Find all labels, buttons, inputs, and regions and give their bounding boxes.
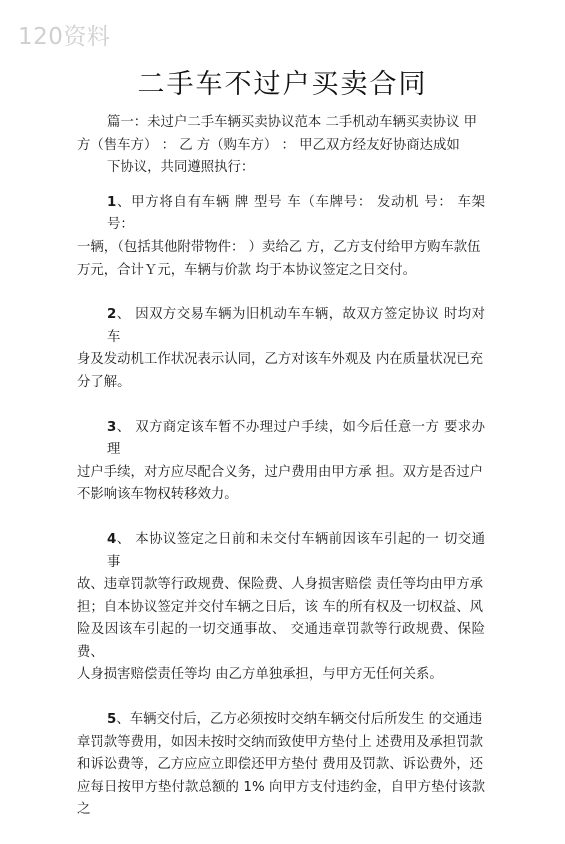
paragraph-line: 章罚款等费用，如因未按时交纳而致使甲方垫付上 述费用及承担罚款: [77, 734, 483, 750]
clause-1: [77, 192, 485, 282]
paragraph-line: 一辆，（包括其他附带物件： ）卖给乙 方，乙方支付给甲方购车款伍: [77, 239, 481, 255]
clause-text: 、 本协议签定之日前和未交付车辆前因该车引起的一 切交通事: [107, 531, 485, 570]
clause-number: 4: [107, 531, 117, 547]
paragraph-line: 险及因该车引起的一切交通事故、 交通违章罚款等行政规费、保险费、: [77, 622, 485, 660]
paragraph-line: 方（售车方） ： 乙 方（购车方） ： 甲乙双方经友好协商达成如: [77, 137, 460, 153]
clause-number: 5: [107, 712, 117, 728]
clause-number: 1: [107, 194, 117, 210]
paragraph-line: 万元，合计Ｙ元，车辆与价款 均于本协议签定之日交付。: [77, 262, 417, 278]
clause-text: 、 因双方交易车辆为旧机动车车辆，故双方签定协议 时均对车: [107, 307, 485, 345]
document-title: 二手车不过户买卖合同: [137, 69, 428, 100]
clause-3: [77, 417, 485, 507]
clause-5: [77, 709, 485, 822]
paragraph-line: 身及发动机工作状况表示认同，乙方对该车外观及 内在质量状况已充: [77, 352, 483, 368]
paragraph-line: 篇一：未过户二手车辆买卖协议范本 二手机动车辆买卖协议 甲: [107, 115, 478, 130]
paragraph-line: [77, 529, 485, 574]
document-body: [77, 112, 485, 844]
paragraph-line: 应每日按甲方垫付款总额的 1% 向甲方支付违约金，自甲方垫付该款之: [77, 779, 485, 818]
clause-4: [77, 529, 485, 687]
paragraph-intro: [77, 112, 485, 180]
paragraph-line: 担；自本协议签定并交付车辆之日后，该 车的所有权及一切权益、风: [77, 599, 483, 615]
paragraph-line: [77, 192, 485, 237]
paragraph-line: 故、违章罚款等行政规费、保险费、人身损害赔偿 责任等均由甲方承: [77, 577, 483, 593]
clause-2: [77, 304, 485, 394]
paragraph-line: 分了解。: [77, 374, 131, 390]
clause-number: 3: [107, 419, 117, 435]
paragraph-line: 人身损害赔偿责任等均 由乙方单独承担，与甲方无任何关系。: [77, 667, 443, 683]
clause-text: 、车辆交付后，乙方必须按时交纳车辆交付后所发生 的交通违: [116, 712, 483, 728]
paragraph-line: [77, 709, 485, 732]
paragraph-line: 下协议，共同遵照执行：: [107, 160, 255, 176]
clause-text: 、 双方商定该车暂不办理过户手续，如今后任意一方 要求办理: [107, 419, 485, 458]
clause-number: 2: [107, 307, 117, 323]
paragraph-line: [77, 304, 485, 349]
watermark-text: 120资料: [18, 24, 111, 50]
paragraph-line: 不影响该车物权转移效力。: [77, 487, 238, 503]
paragraph-line: [77, 417, 485, 462]
paragraph-line: 和诉讼费等，乙方应应立即偿还甲方垫付 费用及罚款、诉讼费外，还: [77, 757, 483, 773]
paragraph-line: 过户手续，对方应尽配合义务，过户费用由甲方承 担。双方是否过户: [77, 464, 483, 480]
clause-text: 、甲方将自有车辆 牌 型号 车（车牌号： 发动机 号： 车架号：: [107, 194, 485, 233]
